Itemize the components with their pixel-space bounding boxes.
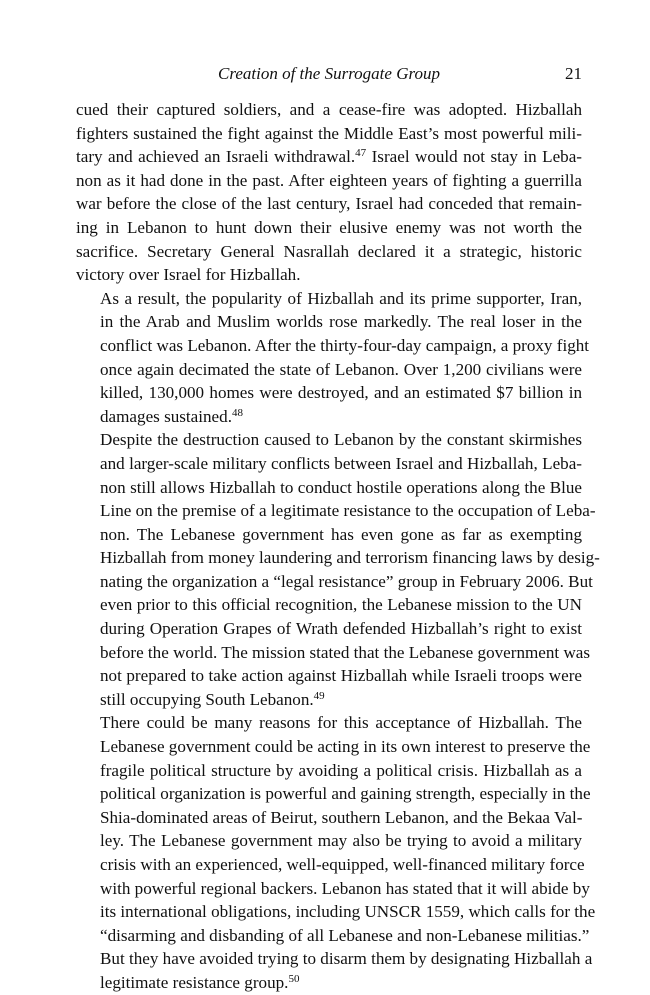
text-line: There could be many reasons for this acceptance of Hizballah. The [100, 713, 582, 733]
text-line: with powerful regional backers. Lebanon has stated that it will abide by [100, 878, 590, 898]
text-line: ing in Lebanon to hunt down their elusive enemy was not worth the [76, 217, 582, 237]
text-line: once again decimated the state of Lebanon. Over 1,200 civilians were [100, 359, 582, 379]
text-line: its international obligations, including UNSCR 1559, which calls for the [100, 902, 596, 922]
text-line [76, 145, 582, 169]
text-line: ley. The Lebanese government may also be trying to avoid a military [100, 831, 582, 851]
line-text-after: Israel would not stay in Leba- [366, 147, 582, 167]
text-line: nating the organization a “legal resistance” group in February 2006. But [100, 571, 593, 591]
text-line: conflict was Lebanon. After the thirty-four-day campaign, a proxy fight [100, 335, 590, 355]
text-line: war before the close of the last century, Israel had conceded that remain- [76, 194, 582, 214]
line-text: tary and achieved an Israeli withdrawal. [76, 147, 356, 167]
page-number: 21 [565, 64, 582, 83]
text-line: even prior to this official recognition, the Lebanese mission to the UN [100, 595, 582, 615]
text-line: killed, 130,000 homes were destroyed, and an estimated $7 billion in [100, 383, 582, 403]
text-line: Despite the destruction caused to Lebanon by the constant skirmishes [100, 430, 582, 450]
footnote-marker[interactable]: 49 [313, 689, 325, 702]
text-line: victory over Israel for Hizballah. [76, 265, 301, 285]
text-line: As a result, the popularity of Hizballah and its prime supporter, Iran, [100, 288, 582, 308]
text-line: Hizballah from money laundering and terrorism financing laws by desig- [100, 548, 600, 568]
text-line: non still allows Hizballah to conduct hostile operations along the Blue [100, 477, 582, 497]
text-line: sacrifice. Secretary General Nasrallah declared it a strategic, historic [76, 241, 582, 261]
text-line: in the Arab and Muslim worlds rose markedly. The real loser in the [100, 312, 582, 332]
body-text [76, 98, 600, 995]
text-line: non. The Lebanese government has even gone as far as exempting [100, 524, 582, 544]
text-line [76, 971, 582, 995]
line-text: damages sustained. [100, 406, 232, 426]
text-line [76, 688, 582, 712]
paragraph [76, 98, 582, 287]
text-line: and larger-scale military conflicts between Israel and Hizballah, Leba- [100, 453, 582, 473]
line-text: legitimate resistance group. [100, 972, 289, 992]
text-line: cued their captured soldiers, and a cease-fire was adopted. Hizballah [76, 100, 582, 119]
paragraph [76, 428, 600, 711]
text-line: non as it had done in the past. After eighteen years of fighting a guerrilla [76, 170, 582, 190]
line-text: still occupying South Lebanon. [100, 689, 314, 709]
text-line: before the world. The mission stated that the Lebanese government was [100, 642, 591, 662]
paragraph [76, 287, 590, 429]
paragraph [76, 711, 596, 994]
text-line: during Operation Grapes of Wrath defended Hizballah’s right to exist [100, 619, 582, 639]
text-line: fragile political structure by avoiding a political crisis. Hizballah as a [100, 760, 582, 780]
footnote-marker[interactable]: 48 [231, 406, 243, 419]
footnote-marker[interactable]: 50 [288, 972, 300, 985]
text-line: Lebanese government could be acting in its own interest to preserve the [100, 737, 591, 757]
footnote-marker[interactable]: 47 [355, 147, 367, 160]
text-line: “disarming and disbanding of all Lebanese and non-Lebanese militias.” [100, 925, 590, 945]
text-line: not prepared to take action against Hizballah while Israeli troops were [100, 666, 582, 686]
running-title: Creation of the Surrogate Group [218, 64, 440, 83]
text-line: Line on the premise of a legitimate resistance to the occupation of Leba- [100, 501, 596, 521]
text-line: But they have avoided trying to disarm them by designating Hizballah a [100, 949, 593, 969]
text-line: fighters sustained the fight against the Middle East’s most powerful mili- [76, 123, 582, 143]
text-line [76, 405, 582, 429]
text-line: crisis with an experienced, well-equipped, well-financed military force [100, 855, 585, 874]
running-header [76, 62, 582, 86]
text-line: political organization is powerful and gaining strength, especially in the [100, 784, 591, 804]
text-line: Shia-dominated areas of Beirut, southern Lebanon, and the Bekaa Val- [100, 807, 583, 827]
